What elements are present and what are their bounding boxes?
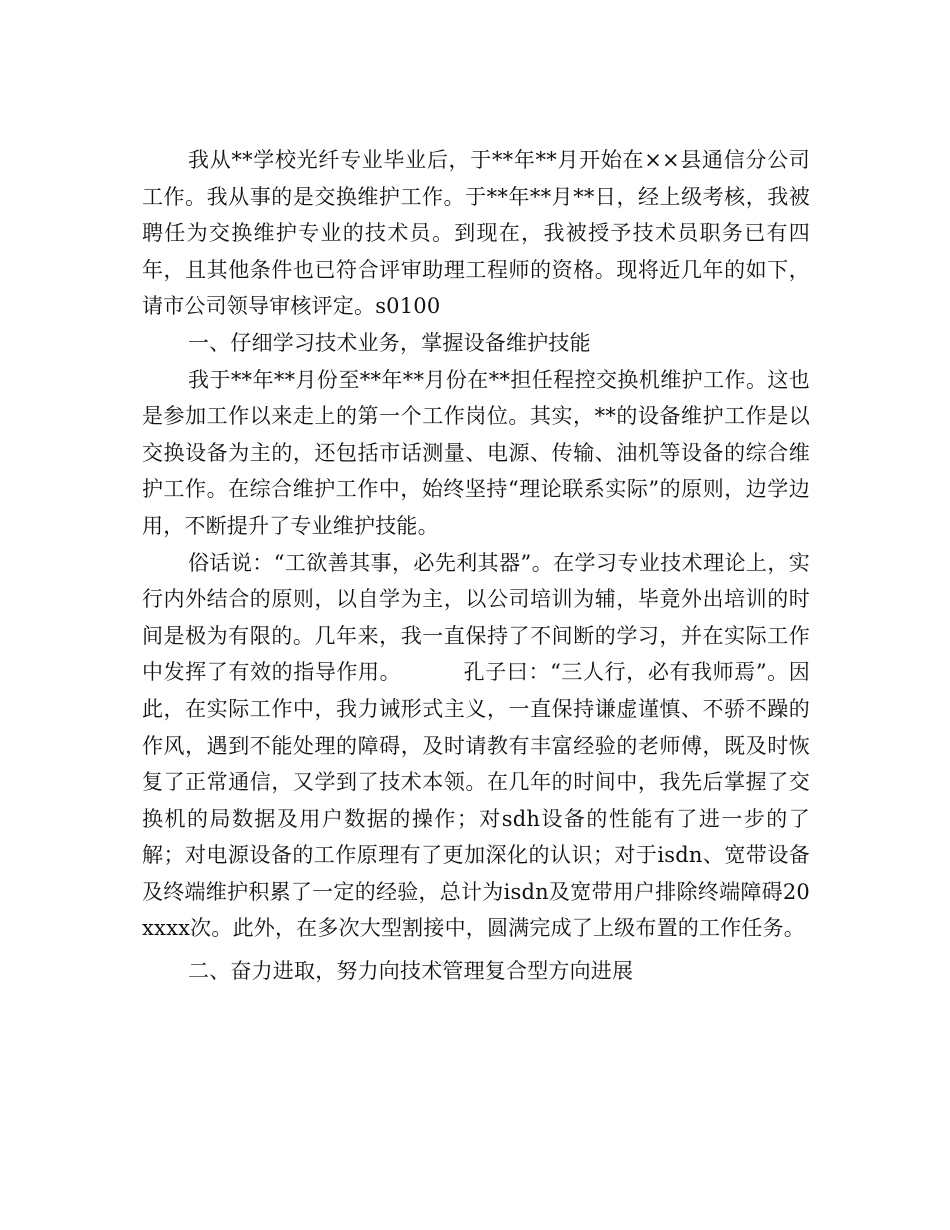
body-paragraph-2-part-a: 俗话说：“工欲善其事，必先利其器”。在学习专业技术理论上，实行内外结合的原则，以自学为主，以公司培训为辅，毕竟外出培训的时间是极为有限的。几年来，我一直保持了不间断的学习，并在实际工作中发挥了有效的指导作用。 <box>142 550 810 685</box>
body-paragraph-1: 我于**年**月份至**年**月份在**担任程控交换机维护工作。这也是参加工作以来走上的第一个工作岗位。其实，**的设备维护工作是以交换设备为主的，还包括市话测量、电源、传输、油机等设备的综合维护工作。在综合维护工作中，始终坚持“理论联系实际”的原则，边学边用，不断提升了专业维护技能。 <box>142 367 810 538</box>
body-paragraph-2 <box>142 545 810 948</box>
intro-paragraph: 我从**学校光纤专业毕业后，于**年**月开始在××县通信分公司工作。我从事的是交换维护工作。于**年**月**日，经上级考核，我被聘任为交换维护专业的技术员。到现在，我被授予技术员职务已有四年，且其他条件也已符合评审助理工程师的资格。现将近几年的如下，请市公司领导审核评定。s0100 <box>142 148 810 319</box>
body-paragraph-2-part-b: 孔子曰：“三人行，必有我师焉”。因此，在实际工作中，我力诫形式主义，一直保持谦虚谨慎、不骄不躁的作风，遇到不能处理的障碍，及时请教有丰富经验的老师傅，既及时恢复了正常通信，又学到了技术本领。在几年的时间中，我先后掌握了交换机的局数据及用户数据的操作；对sdh设备的性能有了进一步的了解；对电源设备的工作原理有了更加深化的认识；对于isdn、宽带设备及终端维护积累了一定的经验，总计为isdn及宽带用户排除终端障碍20xxxx次。此外，在多次大型割接中，圆满完成了上级布置的工作任务。 <box>142 660 810 941</box>
document-body <box>142 142 810 990</box>
section-heading-1: 一、仔细学习技术业务，掌握设备维护技能 <box>188 330 591 355</box>
section-heading-2: 二、奋力进取，努力向技术管理复合型方向进展 <box>188 959 634 984</box>
